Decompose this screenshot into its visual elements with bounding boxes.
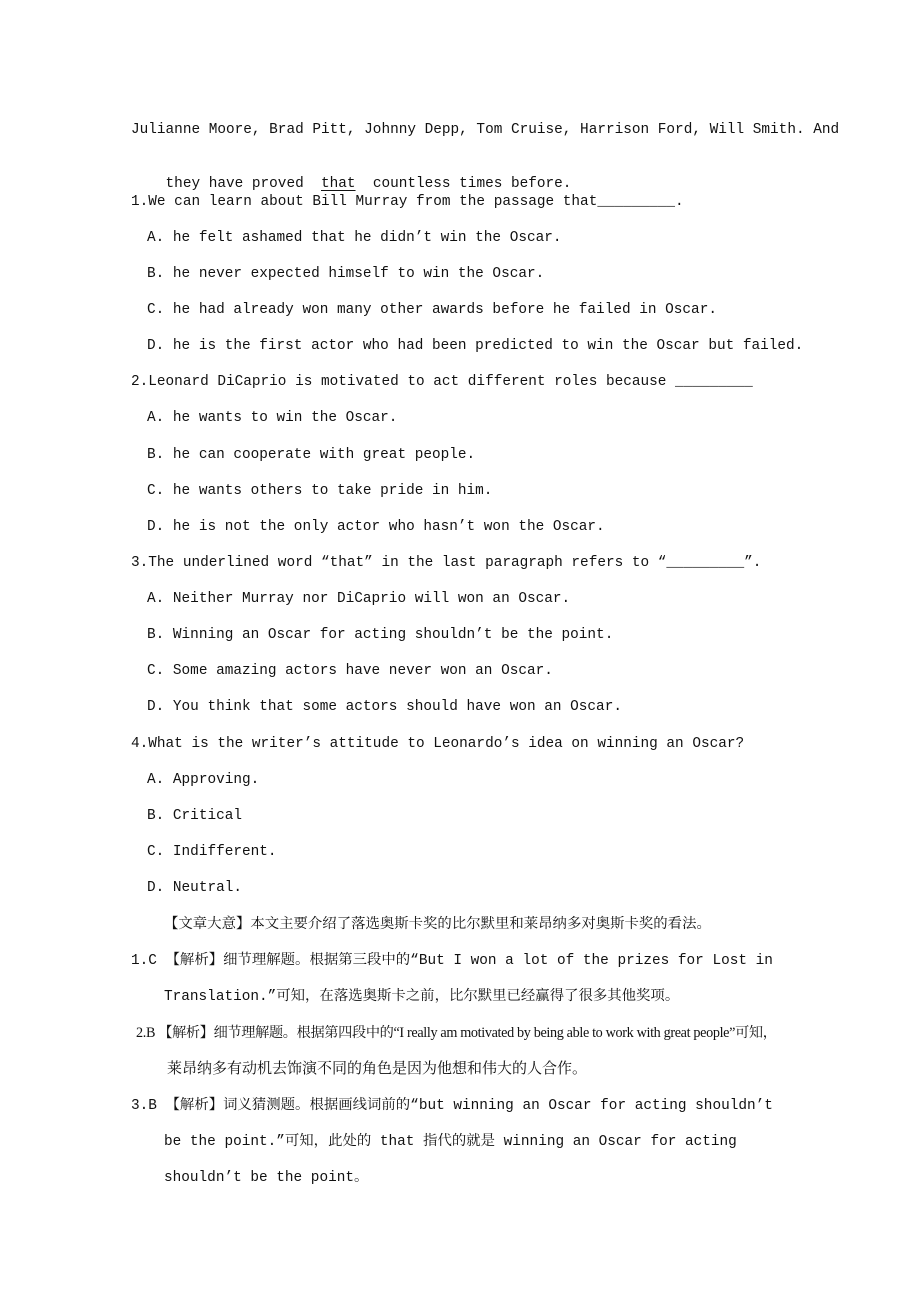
question-2-option-c: C. he wants others to take pride in him. [147, 483, 493, 499]
question-2-option-a: A. he wants to win the Oscar. [147, 410, 398, 426]
question-3-option-c: C. Some amazing actors have never won an Oscar. [147, 663, 553, 679]
question-1-option-d: D. he is the first actor who had been predicted to win the Oscar but failed. [147, 338, 804, 354]
question-4-stem: 4.What is the writer’s attitude to Leonardo’s idea on winning an Oscar? [131, 736, 745, 752]
passage-line-2-pre: they have proved [165, 176, 321, 192]
answer-2-line-1: 2.B 【解析】细节理解题。根据第四段中的“I really am motivated by being able to work with great people”可知， [136, 1025, 777, 1041]
underlined-word: that [321, 176, 356, 192]
passage-line-1: Julianne Moore, Brad Pitt, Johnny Depp, Tom Cruise, Harrison Ford, Will Smith. And [131, 122, 840, 138]
question-4-option-b: B. Critical [147, 808, 242, 824]
answer-3-line-3: shouldn’t be the point。 [164, 1170, 369, 1186]
question-4-option-a: A. Approving. [147, 772, 260, 788]
answer-1-line-2: Translation.”可知，在落选奥斯卡之前，比尔默里已经赢得了很多其他奖项。 [164, 989, 680, 1005]
question-4-option-d: D. Neutral. [147, 880, 242, 896]
answer-3-line-1: 3.B 【解析】词义猜测题。根据画线词前的“but winning an Oscar for acting shouldn’t [131, 1098, 773, 1114]
question-3-option-b: B. Winning an Oscar for acting shouldn’t be the point. [147, 627, 614, 643]
question-3-option-d: D. You think that some actors should have won an Oscar. [147, 699, 622, 715]
question-3-option-a: A. Neither Murray nor DiCaprio will won an Oscar. [147, 591, 571, 607]
passage-line-2-post: countless times before. [355, 176, 572, 192]
question-2-option-d: D. he is not the only actor who hasn’t won the Oscar. [147, 519, 605, 535]
question-1-option-a: A. he felt ashamed that he didn’t win the Oscar. [147, 230, 562, 246]
question-1-option-c: C. he had already won many other awards before he failed in Oscar. [147, 302, 717, 318]
question-2-option-b: B. he can cooperate with great people. [147, 447, 476, 463]
question-2-stem: 2.Leonard DiCaprio is motivated to act different roles because _________ [131, 374, 753, 390]
answer-1-line-1: 1.C 【解析】细节理解题。根据第三段中的“But I won a lot of the prizes for Lost in [131, 953, 773, 969]
question-1-option-b: B. he never expected himself to win the Oscar. [147, 266, 545, 282]
summary-line: 【文章大意】本文主要介绍了落选奥斯卡奖的比尔默里和莱昂纳多对奥斯卡奖的看法。 [164, 917, 711, 933]
answer-3-line-2: be the point.”可知，此处的 that 指代的就是 winning an Oscar for acting [164, 1134, 737, 1150]
question-1-stem: 1.We can learn about Bill Murray from the passage that_________. [131, 194, 684, 210]
question-3-stem: 3.The underlined word “that” in the last paragraph refers to “_________”. [131, 555, 762, 571]
answer-2-line-2: 莱昂纳多有动机去饰演不同的角色是因为他想和伟大的人合作。 [167, 1061, 588, 1077]
question-4-option-c: C. Indifferent. [147, 844, 277, 860]
